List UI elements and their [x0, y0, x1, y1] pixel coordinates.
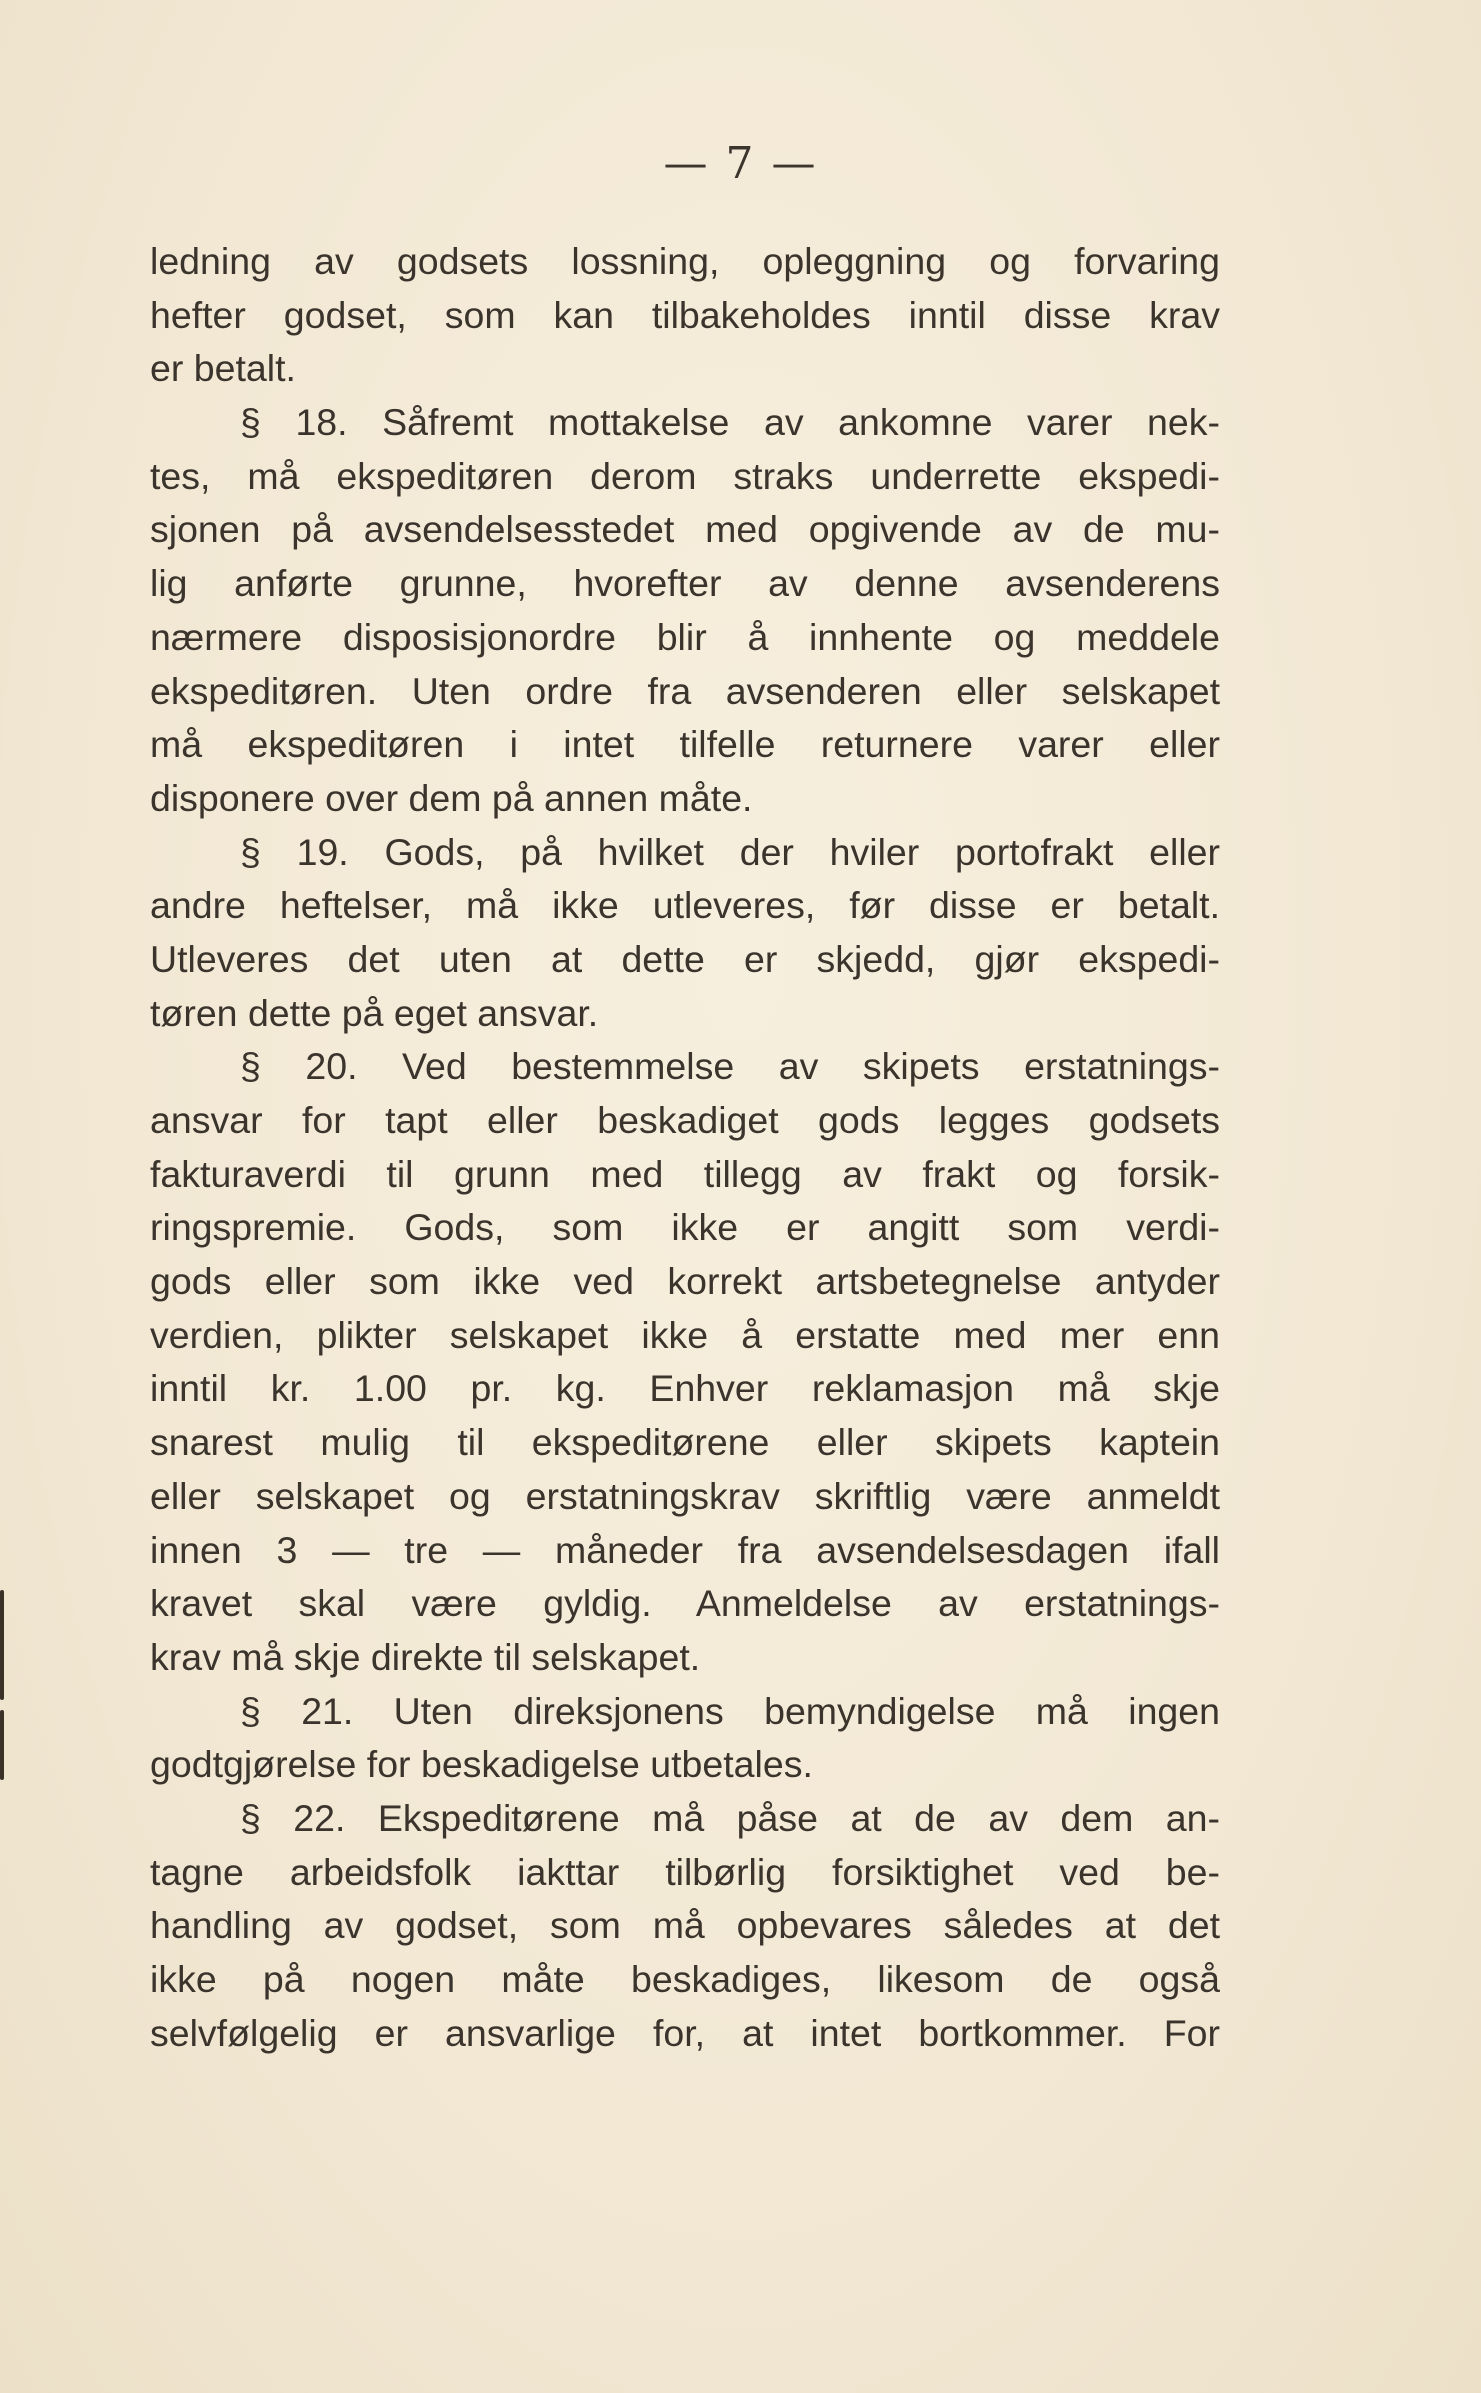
text-line: tes, må ekspeditøren derom straks underrette ekspedi-	[150, 454, 1220, 497]
text-line: § 19. Gods, på hvilket der hviler portofrakt eller	[240, 830, 1220, 873]
page-number: — 7 —	[663, 138, 818, 189]
text-line: ikke på nogen måte beskadiges, likesom de også	[150, 1958, 1220, 2000]
text-line: Utleveres det uten at dette er skjedd, gjør ekspedi-	[150, 937, 1220, 980]
text-line: § 20. Ved bestemmelse av skipets erstatnings-	[240, 1045, 1220, 1088]
text-line: ledning av godsets lossning, opleggning og forvaring	[150, 240, 1220, 282]
text-line: § 21. Uten direksjonens bemyndigelse må ingen	[240, 1689, 1220, 1732]
text-line: selvfølgelig er ansvarlige for, at intet bortkommer. For	[150, 2011, 1220, 2054]
text-line: innen 3 — tre — måneder fra avsendelsesdagen ifall	[150, 1528, 1220, 1571]
binding-mark	[0, 1710, 4, 1780]
text-line: lig anførte grunne, hvorefter av denne avsenderens	[150, 562, 1220, 605]
text-line: fakturaverdi til grunn med tillegg av frakt og forsik-	[150, 1152, 1220, 1195]
text-line: andre heftelser, må ikke utleveres, før disse er betalt.	[150, 884, 1220, 927]
text-line: godtgjørelse for beskadigelse utbetales.	[150, 1743, 813, 1786]
text-line: inntil kr. 1.00 pr. kg. Enhver reklamasjon må skje	[150, 1367, 1220, 1410]
text-line: tagne arbeidsfolk iakttar tilbørlig forsiktighet ved be-	[150, 1850, 1220, 1893]
text-line: sjonen på avsendelsesstedet med opgivende av de mu-	[150, 508, 1220, 551]
text-line: tøren dette på eget ansvar.	[150, 991, 599, 1034]
text-line: gods eller som ikke ved korrekt artsbetegnelse antyder	[150, 1260, 1220, 1303]
text-line: må ekspeditøren i intet tilfelle returnere varer eller	[150, 723, 1220, 766]
text-line: ringspremie. Gods, som ikke er angitt som verdi-	[150, 1206, 1220, 1249]
text-line: kravet skal være gyldig. Anmeldelse av erstatnings-	[150, 1582, 1220, 1625]
text-line: ekspeditøren. Uten ordre fra avsenderen eller selskapet	[150, 669, 1220, 712]
body-text	[150, 235, 1220, 2060]
text-line: ansvar for tapt eller beskadiget gods legges godsets	[150, 1099, 1220, 1141]
text-line: hefter godset, som kan tilbakeholdes inntil disse krav	[150, 293, 1220, 336]
text-line: snarest mulig til ekspeditørene eller skipets kaptein	[150, 1421, 1220, 1464]
text-line: eller selskapet og erstatningskrav skriftlig være anmeldt	[150, 1474, 1220, 1517]
text-line: handling av godset, som må opbevares således at det	[150, 1904, 1220, 1947]
text-line: disponere over dem på annen måte.	[150, 776, 753, 819]
text-line: nærmere disposisjonordre blir å innhente og meddele	[150, 615, 1220, 658]
text-line: verdien, plikter selskapet ikke å erstatte med mer enn	[150, 1313, 1220, 1356]
text-line: § 18. Såfremt mottakelse av ankomne varer nek-	[240, 401, 1220, 444]
binding-mark	[0, 1590, 4, 1700]
text-line: § 22. Ekspeditørene må påse at de av dem an-	[240, 1796, 1220, 1839]
text-line: krav må skje direkte til selskapet.	[150, 1635, 701, 1678]
text-line: er betalt.	[150, 347, 296, 390]
